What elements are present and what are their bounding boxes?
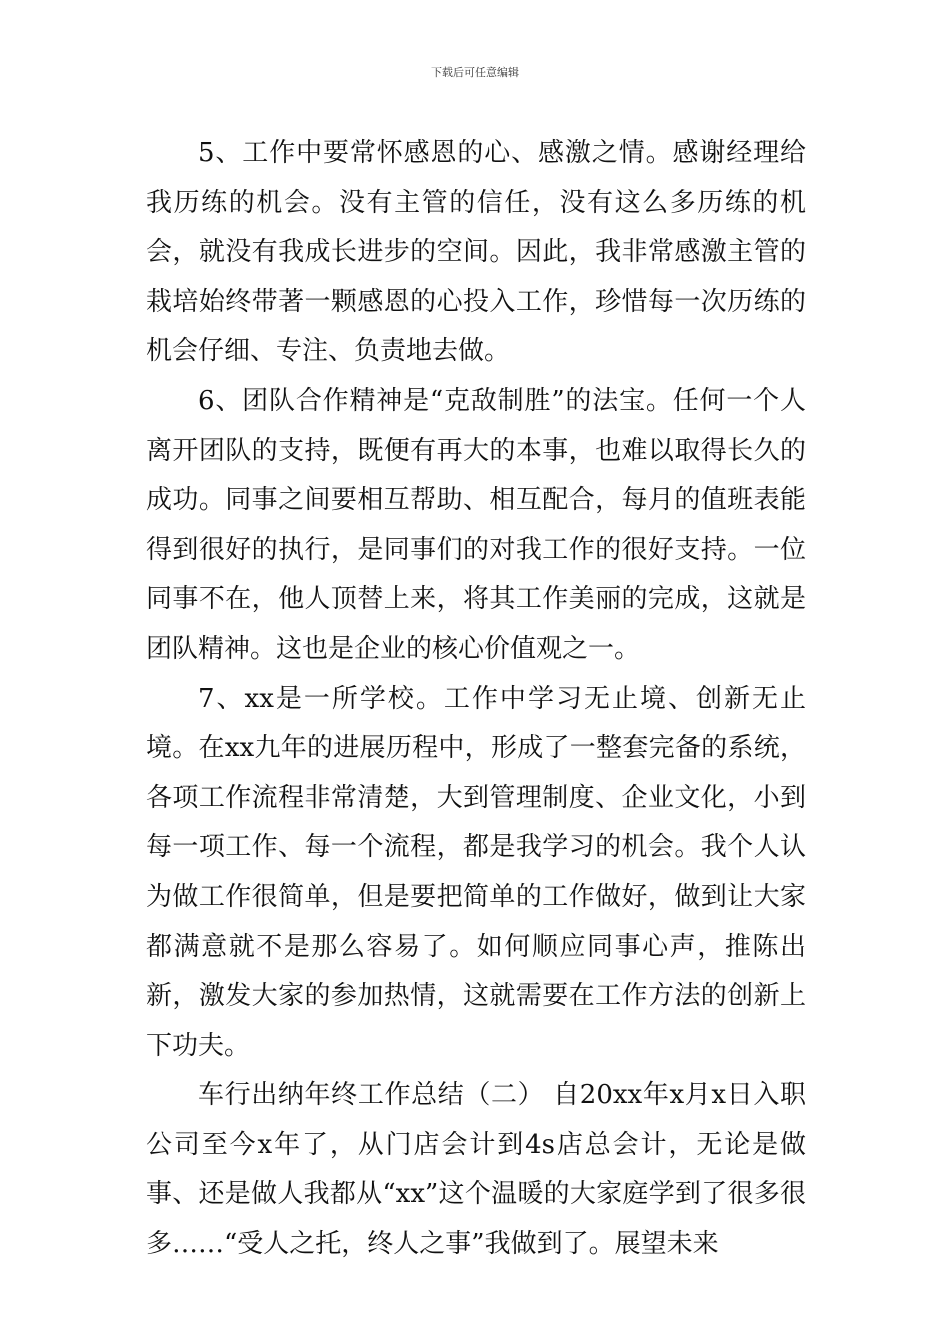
header-note: 下载后可任意编辑 [431,66,519,79]
paragraph-5: 5、工作中要常怀感恩的心、感激之情。感谢经理给我历练的机会。没有主管的信任，没有这么多历练的机会，就没有我成长进步的空间。因此，我非常感激主管的栽培始终带著一颗感恩的心投入工作，珍惜每一次历练的机会仔细、专注、负责地去做。 [146,138,806,367]
paragraph-summary-2: 车行出纳年终工作总结（二） 自20xx年x月x日入职公司至今x年了，从门店会计到4s店总会计，无论是做事、还是做人我都从“xx”这个温暖的大家庭学到了很多很多……“受人之托，终人之事”我做到了。展望未来 [146,1080,806,1260]
paragraph-7: 7、xx是一所学校。工作中学习无止境、创新无止境。在xx九年的进展历程中，形成了一整套完备的系统，各项工作流程非常清楚，大到管理制度、企业文化，小到每一项工作、每一个流程，都是我学习的机会。我个人认为做工作很简单，但是要把简单的工作做好，做到让大家都满意就不是那么容易了。如何顺应同事心声，推陈出新，激发大家的参加热情，这就需要在工作方法的创新上下功夫。 [146,683,806,1061]
document-body [146,129,806,1270]
paragraph-6: 6、团队合作精神是“克敌制胜”的法宝。任何一个人离开团队的支持，既便有再大的本事，也难以取得长久的成功。同事之间要相互帮助、相互配合，每月的值班表能得到很好的执行，是同事们的对我工作的很好支持。一位同事不在，他人顶替上来，将其工作美丽的完成，这就是团队精神。这也是企业的核心价值观之一。 [146,385,806,664]
